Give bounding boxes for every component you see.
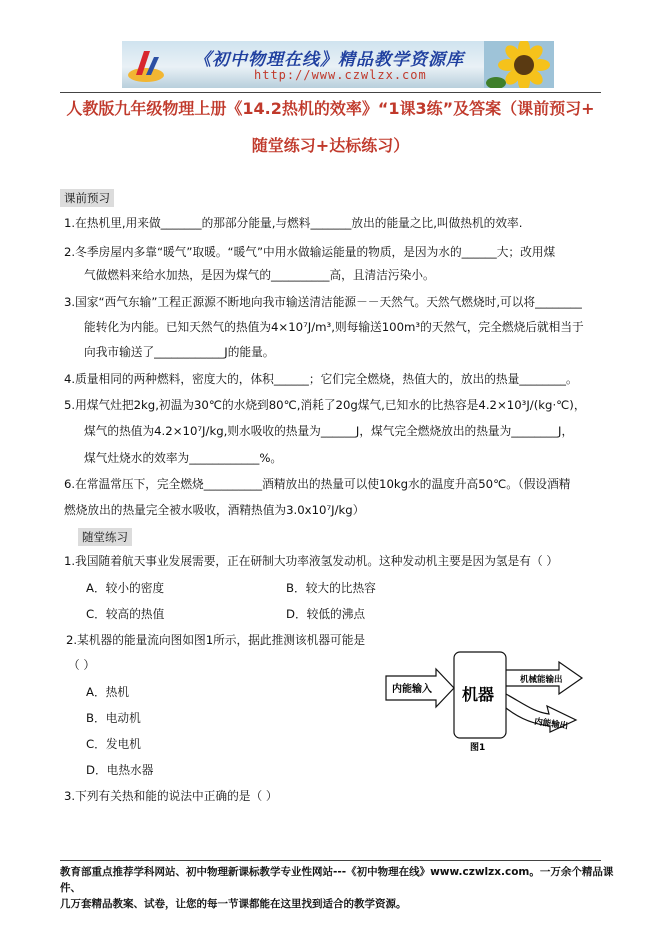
diagram-machine-label: 机器 <box>462 685 495 704</box>
preview-q6-cont: 燃烧放出的热量完全被水吸收，酒精热值为3.0x10⁷J/kg） <box>64 503 365 517</box>
footer <box>60 864 616 912</box>
practice-q2-option-c: C．发电机 <box>86 737 141 751</box>
page-title-line1: 人教版九年级物理上册《14.2热机的效率》“1课3练”及答案（课前预习+ <box>66 99 595 118</box>
diagram-output1-label: 机械能输出 <box>520 675 563 685</box>
preview-q5-cont2: 煤气灶烧水的效率为____________%。 <box>84 451 283 465</box>
preview-q3: 3.国家“西气东输”工程正源源不断地向我市输送清洁能源－－天然气。天然气燃烧时,可以将________ <box>64 295 582 309</box>
practice-q1-option-b: B．较大的比热容 <box>286 581 376 595</box>
preview-q2: 2.冬季房屋内多靠“暖气”取暖。“暖气”中用水做输运能量的物质，是因为水的______大；改用煤 <box>64 245 556 259</box>
energy-flow-diagram <box>384 648 586 752</box>
preview-q6: 6.在常温常压下，完全燃烧__________酒精放出的热量可以使10kg水的温度升高50℃。（假设酒精 <box>64 477 571 491</box>
preview-q5-cont1: 煤气的热值为4.2×10⁷J/kg,则水吸收的热量为______J，煤气完全燃烧放出的热量为________J， <box>84 424 574 438</box>
practice-q3: 3.下列有关热和能的说法中正确的是（ ） <box>64 789 278 803</box>
practice-q1-option-a: A．较小的密度 <box>86 581 165 595</box>
preview-q5: 5.用煤气灶把2kg,初温为30℃的水烧到80℃,消耗了20g煤气,已知水的比热容是4.2×10³J/(kg·℃)， <box>64 398 586 412</box>
practice-q2-option-d: D．电热水器 <box>86 763 154 777</box>
page-title-line2: 随堂练习+达标练习） <box>251 136 410 155</box>
footer-line2: 几万套精品教案、试卷，让您的每一节课都能在这里找到适合的教学资源。 <box>60 898 407 910</box>
practice-q1-option-c: C．较高的热值 <box>86 607 165 621</box>
footer-divider <box>60 860 601 861</box>
banner-url[interactable]: http://www.czwlzx.com <box>254 68 427 82</box>
diagram-output2-label: 内能输出 <box>533 717 569 732</box>
banner-title: 《初中物理在线》精品教学资源库 <box>194 50 464 70</box>
site-logo-icon <box>126 45 166 85</box>
practice-q1: 1.我国随着航天事业发展需要，正在研制大功率液氢发动机。这种发动机主要是因为氢是有（ ） <box>64 554 559 568</box>
section-practice-heading: 随堂练习 <box>78 528 132 546</box>
diagram-caption: 图1 <box>470 743 486 752</box>
practice-q2-option-b: B．电动机 <box>86 711 141 725</box>
section-preview-heading: 课前预习 <box>60 189 114 207</box>
header-divider <box>60 92 601 93</box>
preview-q3-cont2: 向我市输送了____________J的能量。 <box>84 345 275 359</box>
footer-line1: 教育部重点推荐学科网站、初中物理新课标教学专业性网站---《初中物理在线》www.czwlzx.com。一万余个精品课件、 <box>60 866 614 894</box>
preview-q1: 1.在热机里,用来做_______的那部分能量,与燃料_______放出的能量之比,叫做热机的效率. <box>64 216 523 230</box>
practice-q2: 2.某机器的能量流向图如图1所示，据此推测该机器可能是 <box>66 633 366 647</box>
site-banner <box>122 41 554 88</box>
preview-q4: 4.质量相同的两种燃料，密度大的，体积______；它们完全燃烧，热值大的，放出的热量________。 <box>64 372 578 386</box>
practice-q2-paren: （ ） <box>68 658 96 672</box>
preview-q2-cont: 气做燃料来给水加热，是因为煤气的__________高，且清洁污染小。 <box>84 268 435 282</box>
diagram-input-label: 内能输入 <box>392 684 432 695</box>
practice-q2-option-a: A．热机 <box>86 685 130 699</box>
practice-q1-option-d: D．较低的沸点 <box>286 607 366 621</box>
sunflower-icon <box>484 41 554 88</box>
preview-q3-cont1: 能转化为内能。已知天然气的热值为4×10⁷J/m³,则每输送100m³的天然气，完全燃烧后就相当于 <box>84 320 584 334</box>
